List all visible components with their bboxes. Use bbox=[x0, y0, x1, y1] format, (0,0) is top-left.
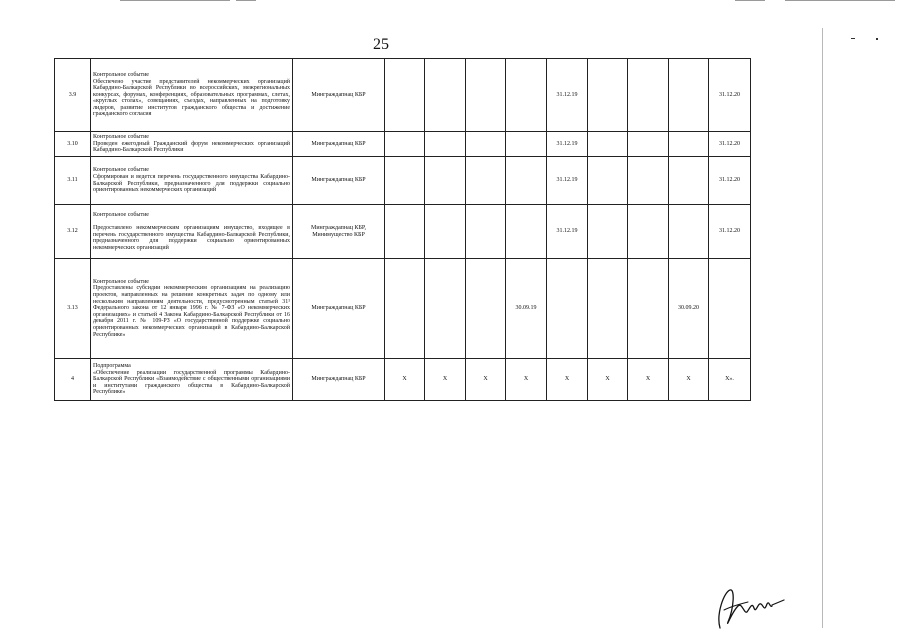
deadline-cell bbox=[385, 59, 425, 132]
deadline-cell bbox=[385, 205, 425, 259]
deadline-cell bbox=[709, 259, 751, 359]
row-number: 3.12 bbox=[55, 205, 91, 259]
table-row bbox=[55, 132, 751, 157]
table-row bbox=[55, 259, 751, 359]
deadline-cell bbox=[669, 157, 709, 205]
deadline-cell: X bbox=[506, 359, 547, 401]
scan-speck bbox=[876, 38, 878, 40]
deadline-cell bbox=[547, 259, 588, 359]
deadline-cell bbox=[628, 132, 669, 157]
responsible-executor: Минграждапнац КБР bbox=[293, 259, 385, 359]
deadline-cell: 31.12.20 bbox=[709, 59, 751, 132]
deadline-cell bbox=[588, 157, 628, 205]
row-number: 3.13 bbox=[55, 259, 91, 359]
deadline-cell bbox=[385, 157, 425, 205]
deadline-cell bbox=[628, 59, 669, 132]
deadline-cell: X bbox=[466, 359, 506, 401]
deadline-cell bbox=[506, 59, 547, 132]
deadline-cell: 31.12.20 bbox=[709, 205, 751, 259]
table-row bbox=[55, 205, 751, 259]
deadline-cell: X bbox=[385, 359, 425, 401]
deadline-cell bbox=[588, 132, 628, 157]
responsible-executor: Минграждапнац КБР bbox=[293, 157, 385, 205]
event-description: Контрольное событие Предоставлено некоммерческим организациям имущество, входящее в перечень государственного имущества Кабардино-Балкарской Республики, предназначенного для поддержки социально ориентированных некоммерческих организаций bbox=[91, 205, 293, 259]
row-number: 3.9 bbox=[55, 59, 91, 132]
deadline-cell: 31.12.19 bbox=[547, 59, 588, 132]
row-number: 3.10 bbox=[55, 132, 91, 157]
deadline-cell: 30.09.19 bbox=[506, 259, 547, 359]
responsible-executor: Минграждапнац КБР bbox=[293, 359, 385, 401]
event-description: Контрольное событие Обеспечено участие представителей некоммерческих организаций Кабардино-Балкарской Республики во всероссийских, межрегиональных конкурсах, форумах, конференциях, образовательных программах, слетах, «круглых столах», совещаниях, съездах, направленных на подготовку лидеров, развитие институтов гражданского общества и достижение гражданского согласия bbox=[91, 59, 293, 132]
event-description: Контрольное событие Проведен ежегодный Гражданский форум некоммерческих организаций Кабардино-Балкарской Республики bbox=[91, 132, 293, 157]
table-row bbox=[55, 59, 751, 132]
handwritten-signature bbox=[714, 578, 786, 632]
deadline-cell bbox=[425, 259, 466, 359]
deadline-cell bbox=[588, 205, 628, 259]
deadline-cell: X». bbox=[709, 359, 751, 401]
scan-edge-line bbox=[785, 0, 895, 1]
deadline-cell bbox=[466, 132, 506, 157]
table-row bbox=[55, 157, 751, 205]
deadline-cell: X bbox=[588, 359, 628, 401]
deadline-cell bbox=[466, 157, 506, 205]
deadline-cell: X bbox=[669, 359, 709, 401]
deadline-cell bbox=[506, 132, 547, 157]
deadline-cell bbox=[669, 205, 709, 259]
scan-edge-line bbox=[735, 0, 765, 1]
responsible-executor: Минграждапнац КБР bbox=[293, 132, 385, 157]
scan-edge-rule bbox=[822, 28, 823, 628]
deadline-cell bbox=[466, 59, 506, 132]
deadline-cell: 31.12.20 bbox=[709, 157, 751, 205]
responsible-executor: Минграждапнац КБР, Минимущество КБР bbox=[293, 205, 385, 259]
deadline-cell: 31.12.19 bbox=[547, 132, 588, 157]
deadline-cell bbox=[628, 157, 669, 205]
deadline-cell bbox=[466, 205, 506, 259]
deadline-cell bbox=[425, 132, 466, 157]
deadline-cell bbox=[425, 157, 466, 205]
row-number: 3.11 bbox=[55, 157, 91, 205]
deadline-cell bbox=[425, 205, 466, 259]
deadline-cell bbox=[385, 132, 425, 157]
deadline-cell: 31.12.20 bbox=[709, 132, 751, 157]
deadline-cell: 30.09.20 bbox=[669, 259, 709, 359]
scan-speck bbox=[851, 38, 855, 39]
deadline-cell bbox=[506, 205, 547, 259]
deadline-cell bbox=[588, 259, 628, 359]
row-number: 4 bbox=[55, 359, 91, 401]
deadline-cell bbox=[628, 259, 669, 359]
responsible-executor: Минграждапнац КБР bbox=[293, 59, 385, 132]
deadline-cell bbox=[425, 59, 466, 132]
deadline-cell bbox=[466, 259, 506, 359]
page-number: 25 bbox=[373, 36, 389, 53]
deadline-cell: X bbox=[547, 359, 588, 401]
event-description: Контрольное событие Предоставлены субсидии некоммерческим организациям на реализацию проектов, направленных на решение конкретных задач по одному или нескольким направлениям деятельности, предусмотренным статьей 31¹ Федерального закона от 12 января 1996 г. № 7-ФЗ «О некоммерческих организациях» и статьей 4 Закона Кабардино-Балкарской Республики от 16 декабря 2011 г. № 109-РЗ «О государственной поддержке социально ориентированных некоммерческих организаций в Кабардино-Балкарской Республике» bbox=[91, 259, 293, 359]
table-row bbox=[55, 359, 751, 401]
deadline-cell: 31.12.19 bbox=[547, 157, 588, 205]
event-description: Контрольное событие Сформирован и ведется перечень государственного имущества Кабардино-Балкарской Республики, предназначенного для поддержки социально ориентированных некоммерческих организаций bbox=[91, 157, 293, 205]
event-description: Подпрограмма «Обеспечение реализации государственной программы Кабардино-Балкарской Республики «Взаимодействие с общественными организациями и институтами гражданского общества в Кабардино-Балкарской Республике» bbox=[91, 359, 293, 401]
deadline-cell bbox=[669, 132, 709, 157]
deadline-cell: 31.12.19 bbox=[547, 205, 588, 259]
deadline-cell: X bbox=[425, 359, 466, 401]
deadline-cell bbox=[385, 259, 425, 359]
deadline-cell bbox=[588, 59, 628, 132]
scan-edge-line bbox=[120, 0, 230, 1]
deadline-cell bbox=[506, 157, 547, 205]
events-table bbox=[54, 58, 751, 401]
scan-edge-line bbox=[236, 0, 256, 1]
deadline-cell: X bbox=[628, 359, 669, 401]
deadline-cell bbox=[669, 59, 709, 132]
deadline-cell bbox=[628, 205, 669, 259]
